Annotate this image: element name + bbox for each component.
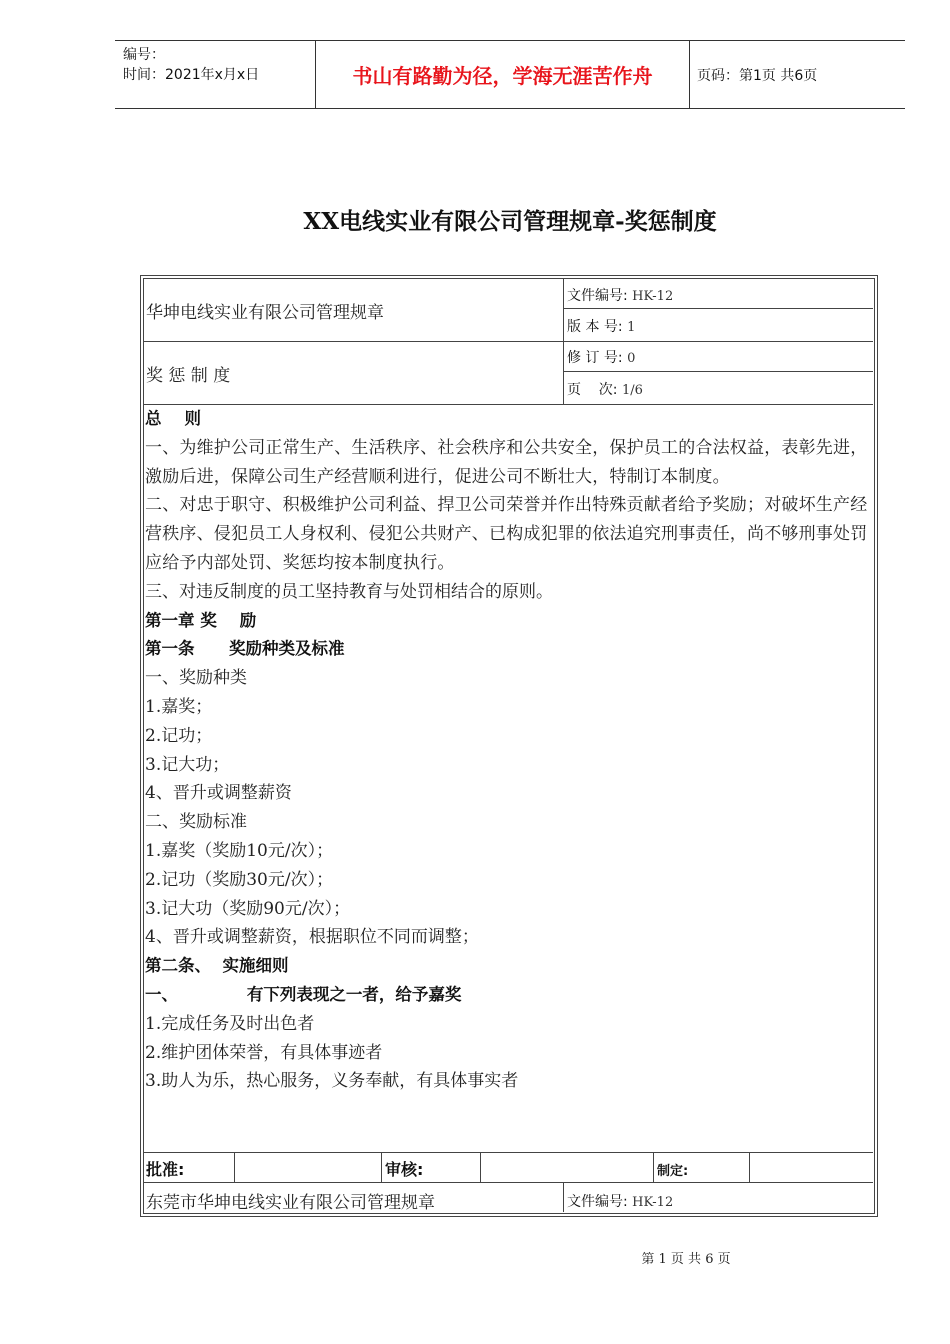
signature-row-bottom (143, 1182, 873, 1183)
version-row (567, 316, 635, 336)
document-title: XX电线实业有限公司管理规章-奖惩制度 (303, 208, 717, 235)
info-table-rule (143, 341, 873, 342)
version-label: 版 本 号: (567, 319, 623, 335)
list-item: 3.记大功； (145, 754, 230, 775)
page-header (115, 40, 905, 109)
list-item: 3.助人为乐，热心服务，义务奉献，有具体事实者 (145, 1071, 519, 1092)
bottom-file-number-row (567, 1191, 673, 1211)
header-motto: 书山有路勤为径，学海无涯苦作舟 (352, 64, 653, 88)
file-number-row (567, 285, 673, 305)
article-heading: 第二条、 实施细则 (145, 956, 289, 976)
paragraph: 三、对违反制度的员工坚持教育与处罚相结合的原则。 (145, 581, 553, 602)
bottom-row-divider (563, 1182, 564, 1212)
revision-row (567, 347, 635, 367)
bottom-file-number-value: HK-12 (632, 1195, 674, 1210)
paragraph: 二、对忠于职守、积极维护公司利益、捍卫公司荣誉并作出特殊贡献者给予奖励；对破坏生产经营秩序、侵犯员工人身权利、侵犯公共财产、已构成犯罪的依法追究刑事责任，尚不够刑事处罚应给予内部处罚、奖惩均按本制度执行。 (145, 495, 868, 573)
document-name: 奖 惩 制 度 (146, 366, 231, 386)
list-item: 2.记功（奖励30元/次）； (145, 869, 334, 890)
list-item: 1.完成任务及时出色者 (145, 1013, 315, 1034)
header-meta (123, 45, 313, 85)
version-value: 1 (627, 320, 636, 335)
page-footer: 第 1 页 共 6 页 (641, 1252, 731, 1267)
paragraph: 一、为维护公司正常生产、生活秩序、社会秩序和公共安全，保护员工的合法权益，表彰先进，激励后进，保障公司生产经营顺利进行，促进公司不断壮大，特制订本制度。 (145, 437, 868, 487)
page-label: 页 次: (567, 382, 618, 398)
general-heading: 总 则 (145, 409, 201, 428)
info-table-rule (563, 371, 873, 372)
list-item: 3.记大功（奖励90元/次）； (145, 898, 351, 919)
bottom-company-label: 东莞市华坤电线实业有限公司管理规章 (146, 1193, 435, 1213)
list-item: 2.维护团体荣誉，有具体事迹者 (145, 1042, 383, 1063)
document-body (145, 405, 875, 1096)
file-number-value: HK-12 (632, 289, 674, 304)
section-heading: 一、奖励种类 (145, 668, 247, 689)
rule-heading: 一、 有下列表现之一者，给予嘉奖 (145, 984, 462, 1004)
time-label: 时间：2021年x月x日 (123, 67, 260, 83)
number-label: 编号： (123, 47, 165, 63)
revision-value: 0 (627, 351, 636, 366)
list-item: 1.嘉奖（奖励10元/次）； (145, 840, 334, 861)
signature-divider (381, 1152, 382, 1182)
list-item: 4、晋升或调整薪资 (145, 783, 292, 804)
prepare-label: 制定: (657, 1164, 689, 1179)
section-heading: 二、奖励标准 (145, 812, 247, 833)
list-item: 1.嘉奖； (145, 696, 213, 717)
signature-divider (653, 1152, 654, 1182)
signature-divider (480, 1152, 481, 1182)
page-value: 1/6 (621, 383, 643, 398)
article-heading: 第一条 奖励种类及标准 (145, 639, 345, 659)
file-number-label: 文件编号: (567, 288, 628, 304)
header-page-info: 页码：第1页 共6页 (697, 67, 818, 84)
revision-label: 修 订 号: (567, 350, 623, 366)
signature-row-top (143, 1152, 873, 1153)
header-divider (689, 41, 690, 108)
signature-divider (234, 1152, 235, 1182)
list-item: 2.记功； (145, 725, 213, 746)
chapter-heading: 第一章 奖 励 (145, 610, 257, 630)
page-row (567, 379, 643, 399)
list-item: 4、晋升或调整薪资，根据职位不同而调整； (145, 927, 479, 948)
review-label: 审核: (385, 1160, 424, 1179)
company-rules-label: 华坤电线实业有限公司管理规章 (146, 303, 384, 323)
bottom-file-number-label: 文件编号: (567, 1194, 628, 1210)
approve-label: 批准: (146, 1160, 185, 1179)
signature-divider (749, 1152, 750, 1182)
info-table-rule (563, 308, 873, 309)
